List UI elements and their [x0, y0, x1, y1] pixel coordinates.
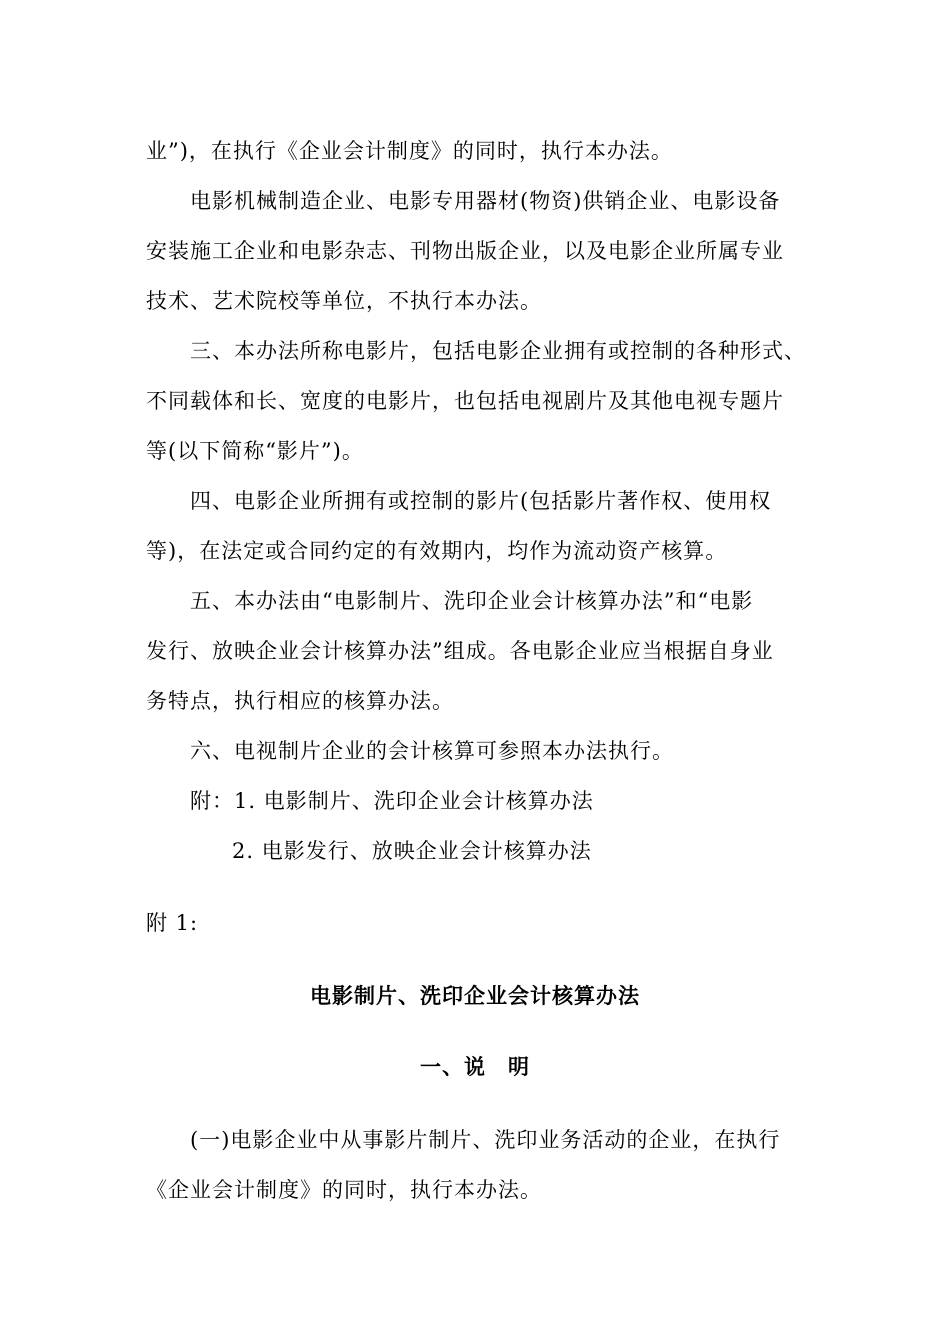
paragraph-line: 电影机械制造企业、电影专用器材(物资)供销企业、电影设备: [190, 189, 781, 213]
section-heading: 一、说 明: [420, 1054, 530, 1079]
paragraph-line: 等(以下简称“影片”)。: [146, 439, 364, 463]
paragraph-line: 安装施工企业和电影杂志、刊物出版企业，以及电影企业所属专业: [146, 239, 784, 263]
paragraph-line: 务特点，执行相应的核算办法。: [146, 689, 454, 713]
paragraph-line: 不同载体和长、宽度的电影片，也包括电视剧片及其他电视专题片: [146, 389, 784, 413]
paragraph-line: (一)电影企业中从事影片制片、洗印业务活动的企业，在执行: [190, 1128, 781, 1152]
paragraph-line: 《企业会计制度》的同时，执行本办法。: [146, 1178, 542, 1202]
paragraph-line: 业”)，在执行《企业会计制度》的同时，执行本办法。: [146, 139, 673, 163]
paragraph-line: 技术、艺术院校等单位，不执行本办法。: [146, 289, 542, 313]
attachment-list-item: 附：1. 电影制片、洗印企业会计核算办法: [190, 789, 594, 813]
paragraph-line: 等)，在法定或合同约定的有效期内，均作为流动资产核算。: [146, 539, 728, 563]
paragraph-line: 三、本办法所称电影片，包括电影企业拥有或控制的各种形式、: [190, 339, 806, 363]
paragraph-line: 四、电影企业所拥有或控制的影片(包括影片著作权、使用权: [190, 489, 772, 513]
paragraph-line: 六、电视制片企业的会计核算可参照本办法执行。: [190, 739, 674, 763]
attachment-list-item: 2. 电影发行、放映企业会计核算办法: [232, 839, 592, 863]
attachment-title: 电影制片、洗印企业会计核算办法: [310, 983, 640, 1008]
paragraph-line: 五、本办法由“电影制片、洗印企业会计核算办法”和“电影: [190, 589, 754, 613]
attachment-label: 附 1:: [146, 911, 199, 935]
paragraph-line: 发行、放映企业会计核算办法”组成。各电影企业应当根据自身业: [146, 639, 774, 663]
